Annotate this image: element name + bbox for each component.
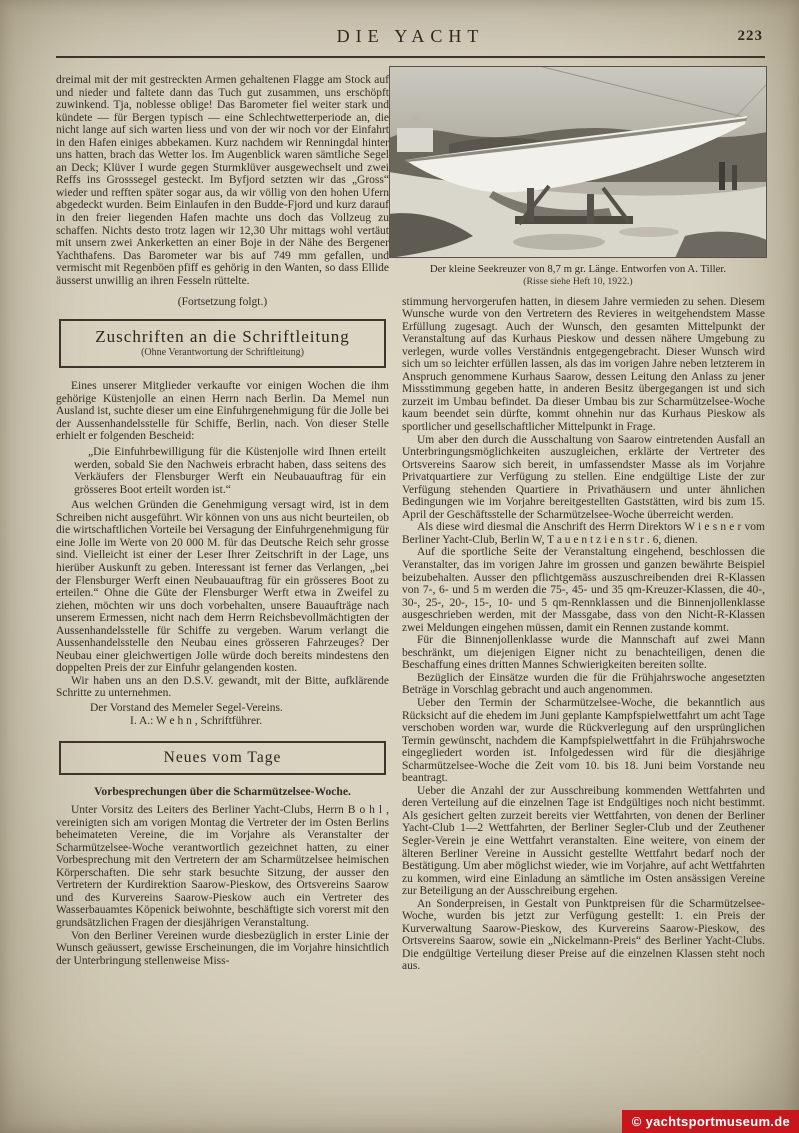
yacht-photo xyxy=(389,66,767,258)
news-paragraph: stimmung hervorgerufen hatten, in diesem Jahre vermieden zu sehen. Diesem Wunsche wurde von den Vertretern des Revieres in weitgehendstem Masse Erfüllung zugesagt. Auch der Wunsch, den gesamten Mittelpunkt der Veranstaltung auf das Kurhaus Pieskow und dessen nähere Umgebung zu verlegen, wurde volles Verständnis entgegengebracht. Dieser Wunsch wird sich um so leichter erfüllen lassen, als das im vorigen Jahre neben letzterem in Anspruch genommene Kurhaus Saarow, dessen Leitung den Anlass zu jener Missstimmung gegeben hatte, in anderen Besitz übergegangen ist und sich zurzeit im Umbau befindet. Da dieser Umbau bis zur Scharmützelsee-Woche kaum beendet sein dürfte, kommt ohnehin nur das Kurhaus Pieskow als sportlicher und gesellschaftlicher Mittelpunkt in Frage. xyxy=(402,295,765,433)
watermark-badge xyxy=(622,1110,799,1133)
news-paragraph: Bezüglich der Einsätze wurden die für die Frühjahrswoche angesetzten Beträge in Vorschlag gebracht und auch angenommen. xyxy=(402,671,765,697)
news-paragraph: Als diese wird diesmal die Anschrift des Herrn Direktors W i e s n e r vom Berliner Yacht-Club, Berlin W, T a u e n t z i e n s t r . 6, dienen. xyxy=(402,521,765,546)
watermark-label: © yachtsportmuseum.de xyxy=(631,1114,790,1129)
letter-signature-org: Der Vorstand des Memeler Segel-Vereins. xyxy=(90,701,283,714)
article-subheading: Vorbesprechungen über die Scharmützelsee-Woche. xyxy=(94,785,351,799)
magazine-title: DIE YACHT xyxy=(336,26,485,46)
letter-paragraph: Wir haben uns an den D.S.V. gewandt, mit der Bitte, aufklärende Schritte zu unternehmen. xyxy=(56,674,389,700)
news-paragraph: Ueber den Termin der Scharmützelsee-Woche, die bekanntlich aus Rücksicht auf die ehedem im Juni geplante Kampfspielwettfahrt um acht Tage verschoben worden war, wurde die Rückverlegung auf den ursprünglichen Termin gewünscht, nachdem die Kampfspielwettfahrt in die Frühjahrswoche eingegliedert worden ist. Infolgedessen wird für die diesjährige Scharmützelsee-Woche die Zeit vom 10. bis 18. Juni beim Vorstande neu beantragt. xyxy=(402,697,765,785)
letters-box-subtitle: (Ohne Verantwortung der Schriftleitung) xyxy=(141,347,304,359)
letter-paragraph: Eines unserer Mitglieder verkaufte vor einigen Wochen die ihm gehörige Küstenjolle an einen Herrn nach Berlin. Da Memel nun Ausland ist, suchte dieser um eine Einfuhrgenehmigung für die Jolle bei der Aussenhandelsstelle für Schiffe, Berlin, nach. Von dieser Stelle erhielt er folgenden Bescheid: xyxy=(56,380,389,443)
paragraph-continuation: dreimal mit der mit gestreckten Armen gehaltenen Flagge am Stock auf und nieder und faltete dann das Tuch gut zusammen, uns erschöpft zuwinkend. Tja, noblesse oblige! Das Barometer fiel weiter stark und kündete — für Bergen typisch — eine Schlechtwetterperiode an, die nicht lange auf sich warten liess und von der wir noch vor der Einfahrt in den Hafen einiges abbekamen. Kurz nachdem wir Renningdal hinter uns hatten, brach das Wetter los. Im Augenblick waren sämtliche Segel an Deck; Klüver I wurde gegen Sturmklüver ausgewechselt und zwei Reffs ins Grosssegel gesteckt. Im Byfjord setzten wir das „Gross“ wieder und refften später sogar aus, da wir völlig von den hohen Ufern abgedeckt wurden. Beim Einlaufen in den Budde-Fjord und kurz darauf in den freier liegenden Hafen machte uns doch das Vollzeug zu schaffen. Nichts desto trotz lagen wir 12,30 Uhr mittags wohl vertäut mit unsern zwei Ankerketten an einer Boje in der Nähe des Bergener Yachthafens. Das Barometer war bis auf 749 mm gefallen, und vermischt mit Regenböen pfiff es gehörig in den Wanten, so dass Ellide äusserst unwillig an ihren Fesseln rüttelte. xyxy=(56,74,389,287)
page-header xyxy=(56,26,765,58)
letter-quote: „Die Einfuhrbewilligung für die Küstenjolle wird Ihnen erteilt werden, sobald Sie den Nachweis erbracht haben, dass seitens des Verkäufers der Flensburger Werft ein Neubauauftrag für ein grösseres Boot erteilt worden ist.“ xyxy=(74,446,386,496)
news-paragraph: Unter Vorsitz des Leiters des Berliner Yacht-Clubs, Herrn B o h l , vereinigten sich am vorigen Montag die Vertreter der im Osten Berlins beheimateten Vereine, die im Vorjahre als Veranstalter der Scharmützelsee-Woche verantwortlich gezeichnet hatten, zu einer Vorbesprechung mit den Vertretern der am Scharmützelsee heimischen Körperschaften. Die sehr stark besuchte Sitzung, der ausser den Vertretern der Kurdirektion Saarow-Pieskow, des Ortsvereins Saarow und des Kurvereins Saarow-Pieskow auch ein Vertreter des Wasserbauamtes Köpenick beiwohnte, beschäftigte sich vorerst mit den grundsätzlichen Fragen der diesjährigen Veranstaltung. xyxy=(56,804,389,929)
news-paragraph: Auf die sportliche Seite der Veranstaltung eingehend, beschlossen die Veranstalter, das im vorigen Jahre im grossen und ganzen bewährte Beispiel beizubehalten. Ausser den pflichtgemäss auszuschreibenden drei R-Klassen von 7-, 6- und 5 m werden die 75-, 45- und 35 qm-Kreuzer-Klassen, die 40-, 30-, 25-, 20-, 15-, 10- und 5 qm-Rennklassen und die Binnenjollenklasse ausgeschrieben werden, mit der Massgabe, dass von den Nicht-R-Klassen zwei Meldungen eingehen müssen, damit ein Rennen zustande kommt. xyxy=(402,546,765,634)
news-paragraph: An Sonderpreisen, in Gestalt von Punktpreisen für die Scharmützelsee-Woche, wurden bis jetzt zur Verfügung gestellt: 1. ein Preis der Kurverwaltung Saarow-Pieskow, des Kurvereins Saarow-Pieskow, des Ortsvereins Saarow, sowie ein „Nickelmann-Preis“ des Berliner Yacht-Clubs. Die endgültige Verteilung dieser Preise auf die einzelnen Klassen steht noch aus. xyxy=(402,897,765,973)
left-column xyxy=(56,74,389,967)
letters-box-title: Zuschriften an die Schriftleitung xyxy=(95,327,350,347)
yacht-photo-block xyxy=(389,66,767,287)
news-paragraph: Ueber die Anzahl der zur Ausschreibung kommenden Wettfahrten und deren Verteilung auf die einzelnen Tage ist Endgültiges noch nicht bestimmt. Als gesichert gelten zurzeit bereits vier Wettfahrten, von denen der Berliner Yacht-Club 1—2 Wettfahrten, der Berliner Segler-Club und der Zeuthener Segler-Verein je eine Wettfahrt veranstalten. Eine weitere, von einem der älteren Berliner Vereine in Aussicht gestellte Wettfahrt bedarf noch der Bestätigung. Um aber möglichst wieder, wie im Vorjahre, auf acht Wettfahrten zu kommen, wird eine Einladung an sämtliche im Osten ansässigen Vereine zur Beteiligung an der Ausschreibung ergehen. xyxy=(402,784,765,898)
page-number: 223 xyxy=(737,28,763,44)
letters-section-box xyxy=(59,319,386,368)
continuation-note: (Fortsetzung folgt.) xyxy=(177,296,268,309)
right-column xyxy=(402,66,765,973)
news-paragraph: Für die Binnenjollenklasse wurde die Mannschaft auf zwei Mann beschränkt, um diejenigen Eigner nicht zu benachteiligen, denen die Beschaffung eines dritten Mannes Schwierigkeiten bereiten sollte. xyxy=(402,634,765,672)
news-section-box xyxy=(59,741,386,775)
letter-paragraph: Aus welchen Gründen die Genehmigung versagt wird, ist in dem Schreiben nicht ausgeführt. Wir können von uns aus nicht beurteilen, ob die wirtschaftlichen Vorteile bei Versagung der Einfuhrgenehmigung für eine Jolle im Werte von 20 000 M. für das Deutsche Reich sehr grosse sind. Vielleicht ist einer der Leser Ihrer Zeitschrift in der Lage, uns hierüber Auskunft zu geben. Interessant ist ferner das Verlangen, „bei der Flensburger Werft einen Neubauauftrag für ein grösseres Boot zu erteilen.“ Ohne die Güte der Flensburger Werft etwa in Zweifel zu ziehen, möchten wir uns doch vorbehalten, unsere Bauaufträge nach unserem Ermessen, nicht nach dem Herrn Reichsbevollmächtigten der Aussenhandelsstelle für Schiffe zu vergeben. Warum verlangt die Aussenhandelsstelle den Neubau eines grösseren Fahrzeuges? Der Neubau einer gleichwertigen Jolle würde doch bereits mindestens den doppelten Preis der zur Einfuhr gelangenden kosten. xyxy=(56,499,389,675)
news-paragraph: Von den Berliner Vereinen wurde diesbezüglich in erster Linie der Wunsch geäussert, gewisse Erscheinungen, die im Vorjahre hinsichtlich der Unterbringung stellenweise Miss- xyxy=(56,929,389,967)
letter-signature-person: I. A.: W e h n , Schriftführer. xyxy=(130,714,263,727)
news-box-title: Neues vom Tage xyxy=(163,749,282,767)
photo-caption: Der kleine Seekreuzer von 8,7 m gr. Länge. Entworfen von A. Tiller. xyxy=(429,263,727,275)
news-paragraph: Um aber den durch die Ausschaltung von Saarow eintretenden Ausfall an Unterbringungsmöglichkeiten auszugleichen, erklärte der Vertreter des Ortsvereins Saarow sich bereit, in umfassendster Masse als im Vorjahre Privatquartiere zur Verfügung zu stellen. Eine endgültige Liste der zur Verfügung stehenden Quartiere in Privathäusern und unter ähnlichen Bedingungen wie im Vorjahre bereitgestellten Gaststätten, wird bis zum 15. April der Geschäftsstelle der Scharmützelsee-Woche überreicht werden. xyxy=(402,433,765,521)
photo-caption-sub: (Risse siehe Heft 10, 1922.) xyxy=(523,275,633,287)
